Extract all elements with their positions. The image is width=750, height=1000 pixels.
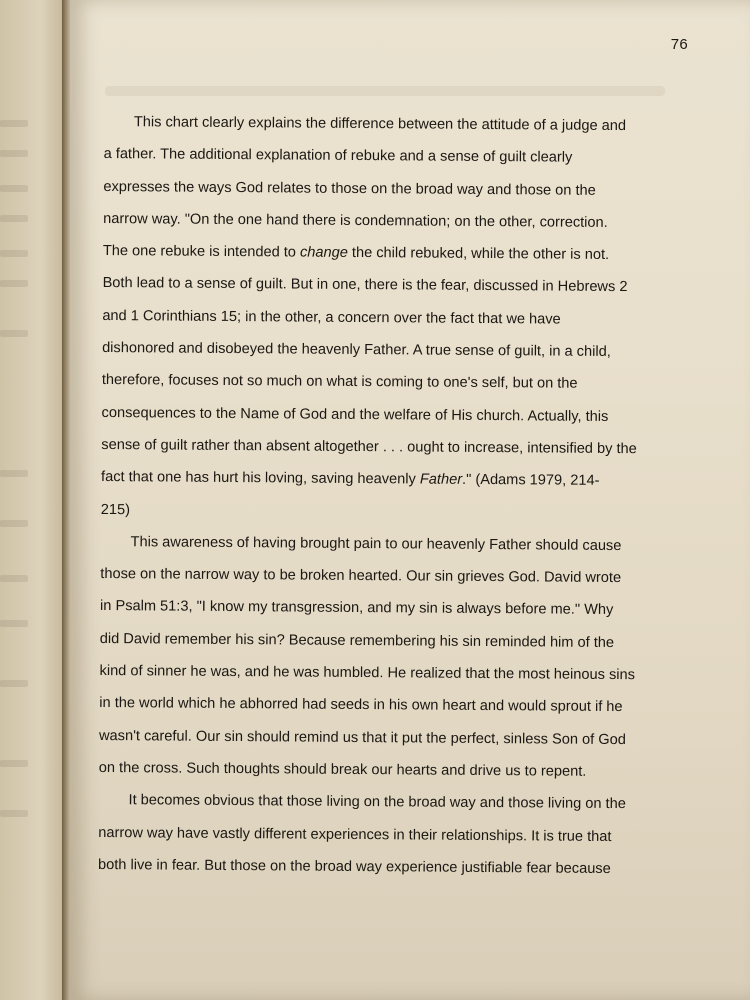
bleed-through-mark: [0, 280, 28, 287]
paragraph-first-line: This awareness of having brought pain to our heavenly Father should cause: [130, 534, 622, 554]
text-line: in Psalm 51:3, "I know my transgression, and my sin is always before me." Why: [100, 598, 614, 619]
bleed-through-mark: [0, 520, 28, 527]
emphasized-word: Father: [419, 471, 463, 489]
bleed-through-mark: [0, 150, 28, 157]
bleed-through-mark: [0, 810, 28, 817]
bleed-through-shadow: [105, 86, 665, 96]
text-segment: ." (Adams 1979, 214-: [462, 472, 600, 490]
text-segment: The one rebuke is intended to: [102, 243, 301, 261]
bleed-through-mark: [0, 250, 28, 257]
previous-page-edge: [0, 0, 68, 1000]
text-segment: fact that one has hurt his loving, saving heavenly: [101, 469, 420, 488]
paragraph-first-line: This chart clearly explains the difference between the attitude of a judge and: [133, 114, 627, 135]
text-line: [103, 235, 693, 272]
text-line: therefore, focuses not so much on what is coming to one's self, but on the: [101, 372, 578, 393]
text-line: expresses the ways God relates to those on the broad way and those on the: [103, 178, 596, 199]
text-line: did David remember his sin? Because remembering his sin reminded him of the: [99, 630, 615, 651]
text-line: 215): [100, 501, 131, 518]
text-line: Both lead to a sense of guilt. But in one, there is the fear, discussed in Hebrews 2: [102, 275, 628, 296]
text-line: wasn't careful. Our sin should remind us that it put the perfect, sinless Son of God: [98, 727, 626, 748]
emphasized-word: change: [299, 244, 348, 262]
text-line: both live in fear. But those on the broad way experience justifiable fear because: [97, 856, 611, 877]
body-text: [98, 106, 694, 886]
bleed-through-mark: [0, 470, 28, 477]
bleed-through-mark: [0, 120, 28, 127]
text-line: on the cross. Such thoughts should break our hearts and drive us to repent.: [98, 759, 587, 780]
text-line: a father. The additional explanation of rebuke and a sense of guilt clearly: [103, 146, 573, 166]
text-line: narrow way. "On the one hand there is condemnation; on the other, correction.: [103, 210, 608, 231]
text-line: and 1 Corinthians 15; in the other, a concern over the fact that we have: [102, 307, 561, 328]
text-line: [101, 461, 691, 498]
page-number: 76: [670, 36, 688, 53]
text-line: in the world which he abhorred had seeds in his own heart and would sprout if he: [99, 695, 623, 716]
bleed-through-mark: [0, 620, 28, 627]
bleed-through-mark: [0, 575, 28, 582]
text-line: narrow way have vastly different experiences in their relationships. It is true that: [98, 824, 612, 845]
text-line: those on the narrow way to be broken hearted. Our sin grieves God. David wrote: [100, 566, 622, 587]
bleed-through-mark: [0, 215, 28, 222]
text-line: sense of guilt rather than absent altogether . . . ought to increase, intensified by the: [101, 436, 637, 458]
text-line: consequences to the Name of God and the welfare of His church. Actually, this: [101, 404, 609, 425]
bleed-through-mark: [0, 330, 28, 337]
paragraph-first-line: It becomes obvious that those living on the broad way and those living on the: [128, 792, 626, 813]
bleed-through-mark: [0, 185, 28, 192]
text-line: dishonored and disobeyed the heavenly Father. A true sense of guilt, in a child,: [102, 340, 611, 361]
bleed-through-mark: [0, 760, 28, 767]
text-segment: the child rebuked, while the other is not.: [347, 245, 610, 264]
text-line: kind of sinner he was, and he was humbled. He realized that the most heinous sins: [99, 663, 636, 684]
bleed-through-mark: [0, 680, 28, 687]
book-page: [70, 0, 750, 1000]
